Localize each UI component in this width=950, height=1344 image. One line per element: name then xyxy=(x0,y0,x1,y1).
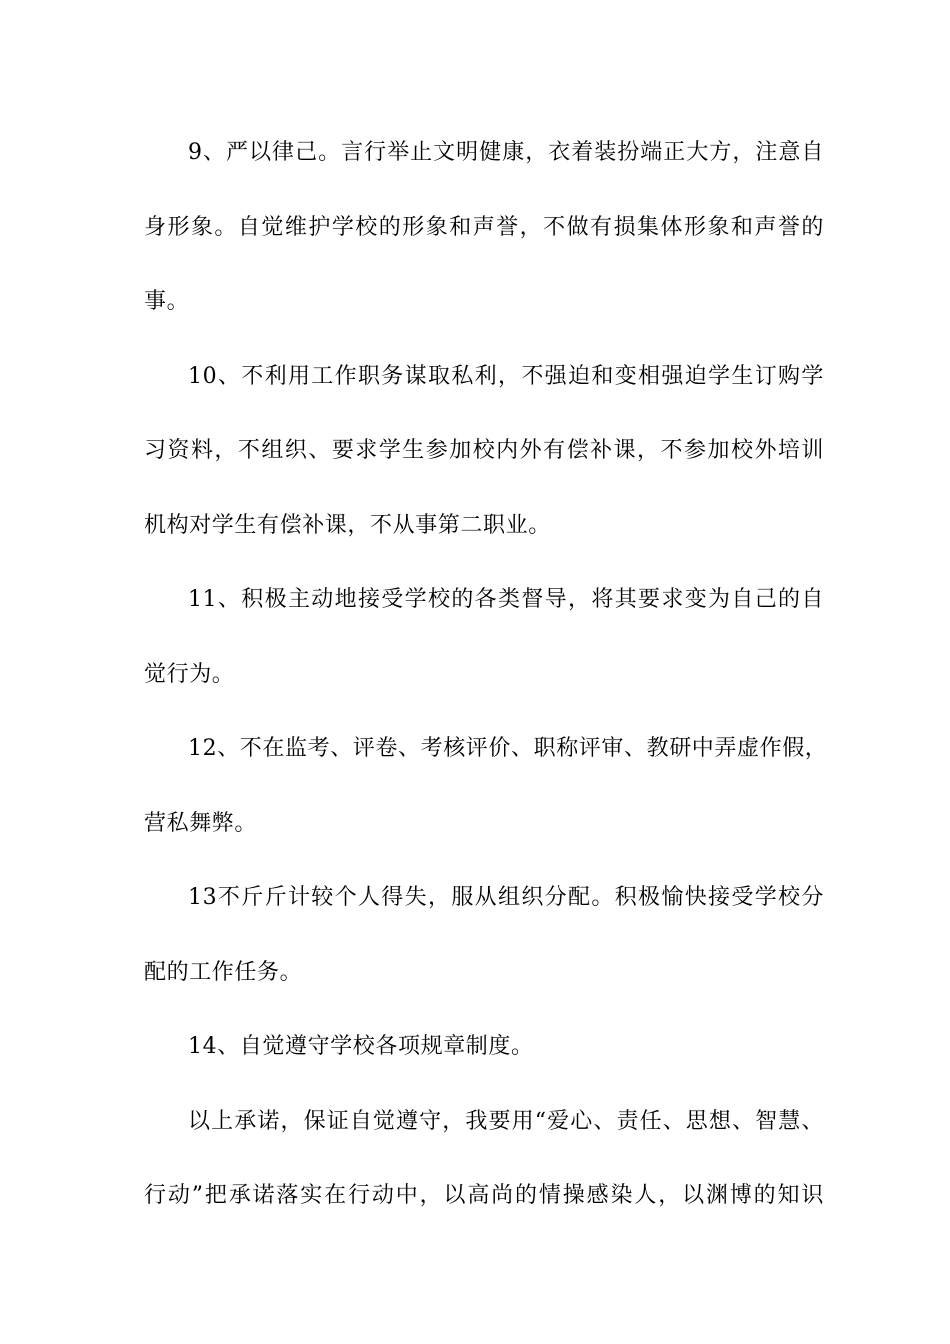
text-line: 13不斤斤计较个人得失，服从组织分配。积极愉快接受学校分 xyxy=(188,885,824,910)
document-body xyxy=(144,126,828,1244)
text-line: 习资料，不组织、要求学生参加校内外有偿补课，不参加校外培训 xyxy=(144,438,824,463)
text-line: 配的工作任务。 xyxy=(144,959,303,985)
text-line: 事。 xyxy=(144,289,190,314)
text-line: 12、不在监考、评卷、考核评价、职称评审、教研中弄虚作假， xyxy=(188,736,828,761)
text-line: 以上承诺，保证自觉遵守，我要用“爱心、责任、思想、智慧、 xyxy=(188,1108,824,1134)
text-line: 行动”把承诺落实在行动中，以高尚的情操感染人，以渊博的知识 xyxy=(144,1183,824,1208)
text-line: 觉行为。 xyxy=(144,661,235,687)
text-line: 11、积极主动地接受学校的各类督导，将其要求变为自己的自 xyxy=(188,587,824,612)
text-line: 机构对学生有偿补课，不从事第二职业。 xyxy=(144,512,551,538)
text-line: 9、严以律己。言行举止文明健康，衣着装扮端正大方，注意自 xyxy=(188,140,824,165)
text-line: 14、自觉遵守学校各项规章制度。 xyxy=(188,1034,534,1059)
text-line: 身形象。自觉维护学校的形象和声誉，不做有损集体形象和声誉的 xyxy=(144,214,824,240)
text-line: 10、不利用工作职务谋取私利，不强迫和变相强迫学生订购学 xyxy=(188,363,824,389)
text-line: 营私舞弊。 xyxy=(144,810,258,836)
